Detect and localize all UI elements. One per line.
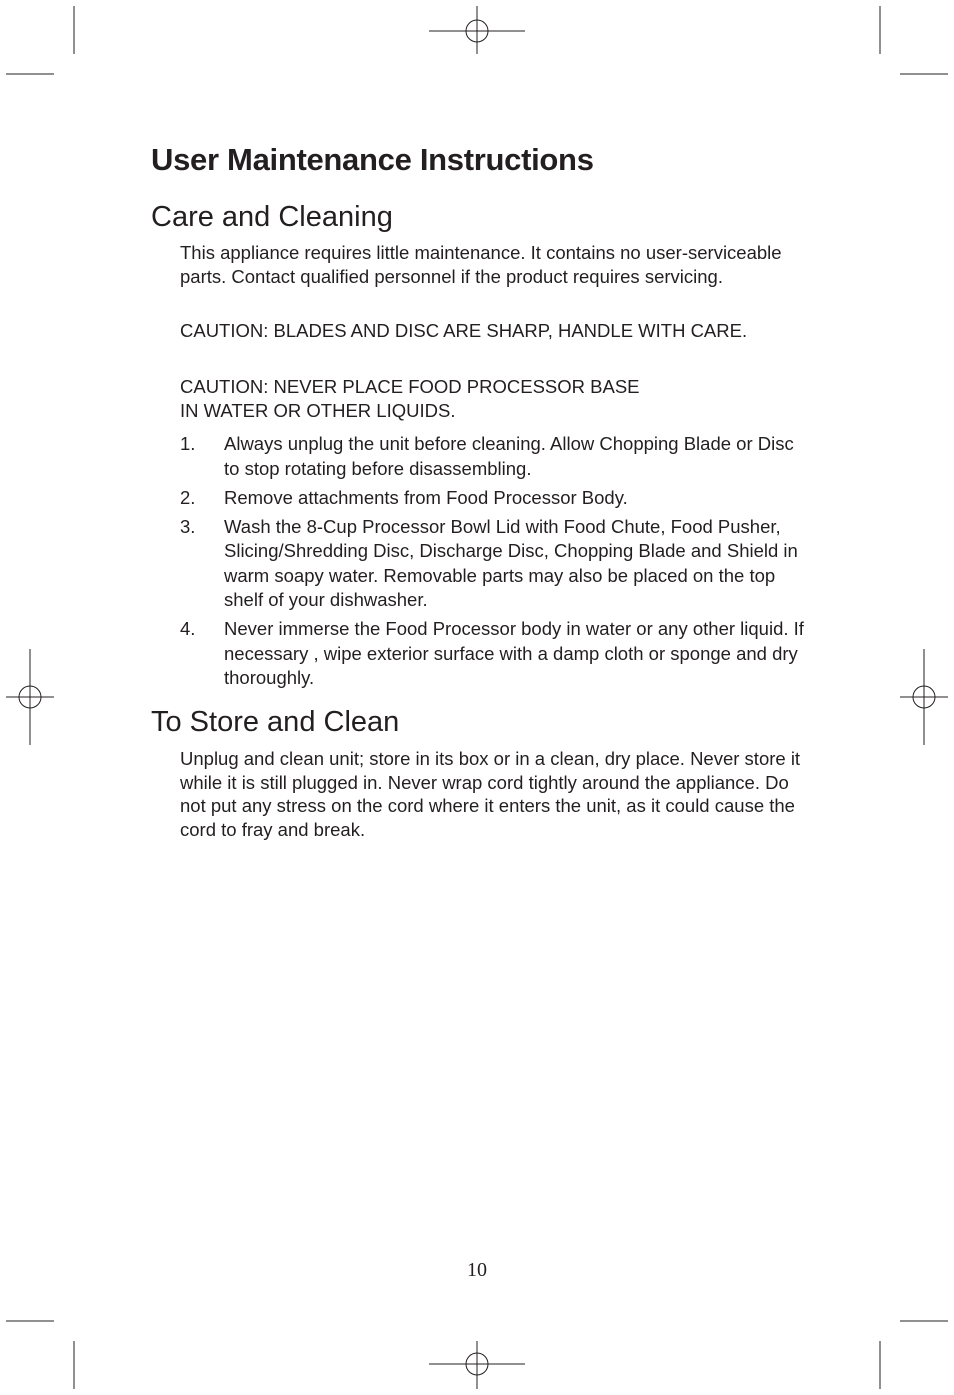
caution-base-paragraph: [180, 375, 810, 423]
care-intro-paragraph: This appliance requires little maintenance. It contains no user-serviceable parts. Contact qualified personnel if the product requires servicing.: [180, 242, 782, 287]
list-item: [180, 432, 810, 481]
registration-mark-bottom: [429, 1341, 525, 1389]
store-clean-heading: To Store and Clean: [151, 706, 400, 738]
list-item: [180, 486, 810, 511]
registration-mark-left: [6, 649, 54, 745]
page-title: User Maintenance Instructions: [151, 142, 594, 177]
caution-blades-paragraph: CAUTION: BLADES AND DISC ARE SHARP, HANDLE WITH CARE.: [180, 320, 748, 341]
step-number: 2.: [180, 486, 196, 508]
step-text: Wash the 8-Cup Processor Bowl Lid with Food Chute, Food Pusher, Slicing/Shredding Disc, Discharge Disc, Chopping Blade and Shield in warm soapy water. Removable parts may also be placed on the top shelf of your dishwasher.: [224, 515, 798, 610]
cleaning-steps-list: [180, 432, 810, 695]
step-text: Always unplug the unit before cleaning. Allow Chopping Blade or Disc to stop rotating before disassembling.: [224, 433, 794, 479]
step-number: 4.: [180, 618, 196, 639]
list-item: [180, 617, 810, 691]
step-text: Remove attachments from Food Processor Body.: [224, 486, 628, 508]
registration-mark-right: [900, 649, 948, 745]
care-cleaning-heading: Care and Cleaning: [151, 201, 393, 233]
step-text: Never immerse the Food Processor body in water or any other liquid. If necessary , wipe exterior surface with a damp cloth or sponge and dry thoroughly.: [224, 618, 804, 688]
step-number: 1.: [180, 433, 196, 454]
registration-mark-top: [429, 6, 525, 54]
caution-base-line2: IN WATER OR OTHER LIQUIDS.: [180, 400, 456, 421]
store-clean-paragraph: Unplug and clean unit; store in its box or in a clean, dry place. Never store it while it is still plugged in. Never wrap cord tightly around the appliance. Do not put any stress on the cord where it enters the unit, as it could cause the cord to fray and break.: [180, 748, 801, 840]
list-item: [180, 515, 810, 613]
page-number: 10: [467, 1259, 487, 1281]
caution-base-line1: CAUTION: NEVER PLACE FOOD PROCESSOR BASE: [180, 376, 640, 397]
step-number: 3.: [180, 515, 196, 537]
